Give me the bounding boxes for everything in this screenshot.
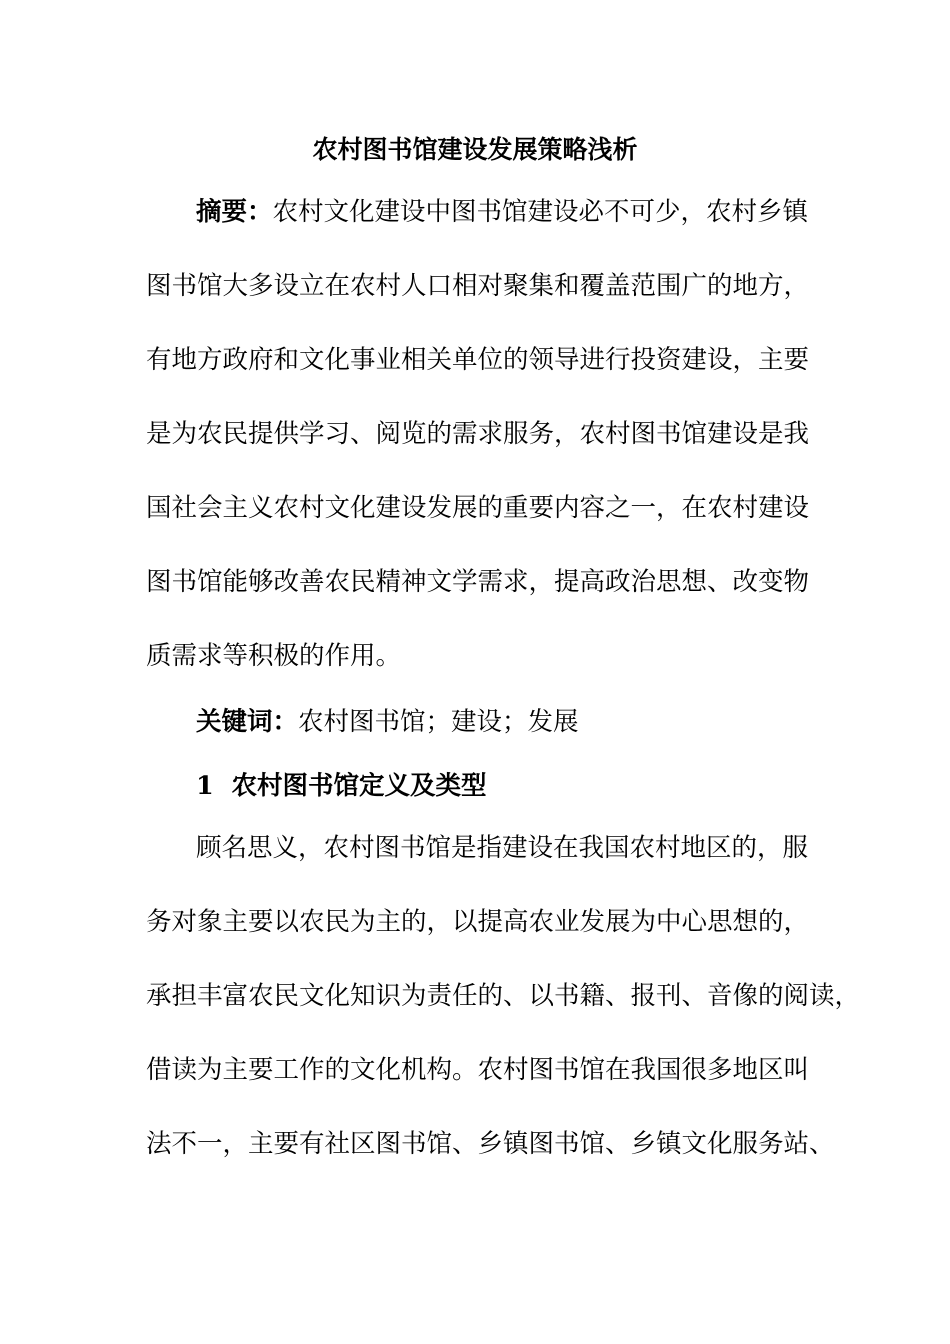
section-heading: 1 农村图书馆定义及类型 bbox=[196, 771, 487, 801]
abstract-line-5: 国社会主义农村文化建设发展的重要内容之一，在农村建设 bbox=[146, 493, 810, 523]
keywords-line bbox=[196, 702, 579, 742]
abstract-line-7: 质需求等积极的作用。 bbox=[146, 641, 402, 671]
section-line-2: 务对象主要以农民为主的，以提高农业发展为中心思想的， bbox=[146, 907, 810, 937]
keywords-label: 关键词： bbox=[196, 707, 299, 737]
document-title: 农村图书馆建设发展策略浅析 bbox=[312, 135, 638, 164]
abstract-line-2: 图书馆大多设立在农村人口相对聚集和覆盖范围广的地方， bbox=[146, 271, 810, 301]
abstract-line-1 bbox=[196, 192, 808, 232]
section-line-5: 法不一，主要有社区图书馆、乡镇图书馆、乡镇文化服务站、 bbox=[146, 1129, 835, 1159]
abstract-text: 农村文化建设中图书馆建设必不可少，农村乡镇 bbox=[272, 197, 809, 227]
section-line-4: 借读为主要工作的文化机构。农村图书馆在我国很多地区叫 bbox=[146, 1055, 810, 1085]
abstract-line-3: 有地方政府和文化事业相关单位的领导进行投资建设，主要 bbox=[146, 345, 810, 375]
abstract-line-4: 是为农民提供学习、阅览的需求服务，农村图书馆建设是我 bbox=[146, 419, 810, 449]
abstract-label: 摘要： bbox=[196, 197, 273, 227]
abstract-line-6: 图书馆能够改善农民精神文学需求，提高政治思想、改变物 bbox=[146, 567, 810, 597]
keywords-text: 农村图书馆；建设；发展 bbox=[298, 707, 579, 737]
section-line-3: 承担丰富农民文化知识为责任的、以书籍、报刊、音像的阅读， bbox=[146, 981, 861, 1011]
section-line-1: 顾名思义，农村图书馆是指建设在我国农村地区的，服 bbox=[196, 833, 809, 863]
